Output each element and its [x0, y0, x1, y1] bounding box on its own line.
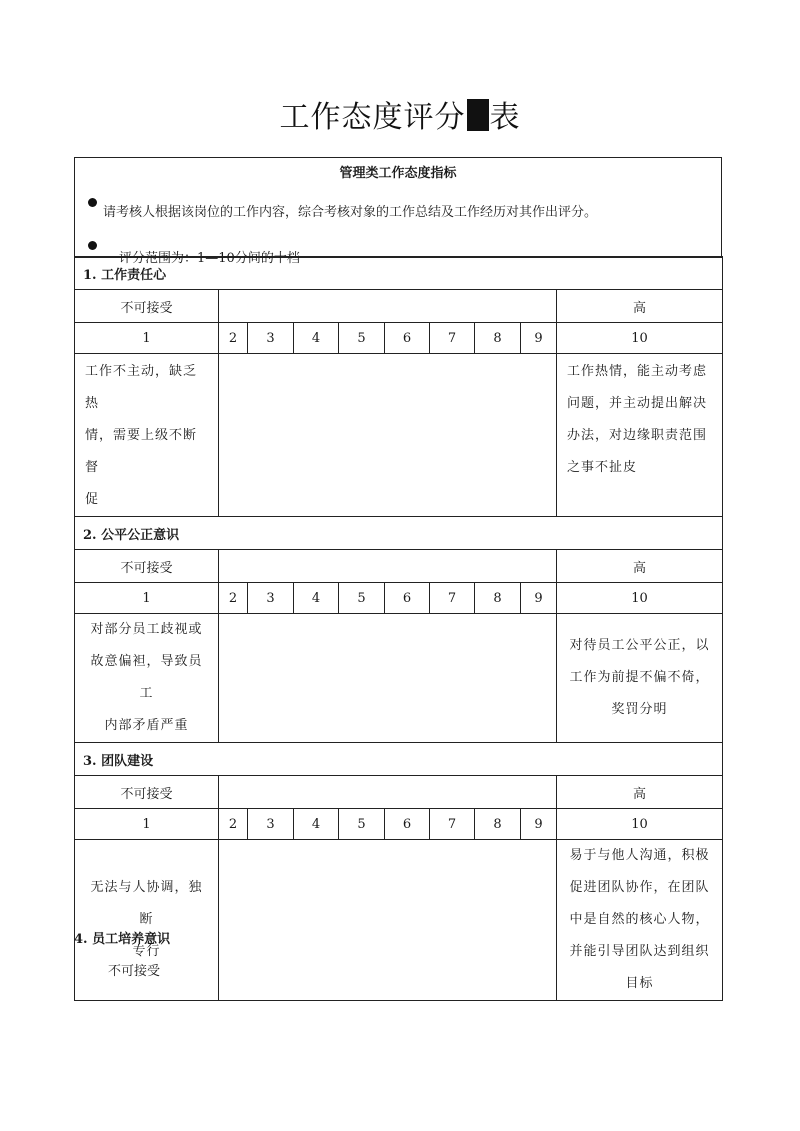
- score-cell[interactable]: 10: [557, 323, 723, 354]
- scale-middle-blank: [219, 776, 557, 809]
- section-title: 1. 工作责任心: [75, 257, 723, 290]
- high-desc-line: 之事不扯皮: [567, 460, 638, 475]
- score-cell[interactable]: 5: [339, 583, 385, 614]
- high-desc-line: 对待员工公平公正，以: [569, 638, 710, 653]
- scale-low-label: 不可接受: [75, 776, 219, 809]
- score-cell[interactable]: 4: [294, 809, 339, 840]
- high-desc-line: 奖罚分明: [611, 702, 668, 717]
- score-cell[interactable]: 7: [430, 809, 475, 840]
- score-cell[interactable]: 2: [219, 583, 248, 614]
- title-text-start: 工作态度评分: [279, 100, 466, 135]
- score-cell[interactable]: 3: [248, 809, 294, 840]
- score-cell[interactable]: 8: [475, 809, 521, 840]
- instruction-line-2: 评分范围为：1—10分间的十档: [119, 251, 300, 266]
- high-desc-line: 问题，并主动提出解决: [567, 396, 708, 411]
- score-cell[interactable]: 4: [294, 323, 339, 354]
- scale-middle-blank: [219, 290, 557, 323]
- instructions-header: 管理类工作态度指标: [339, 166, 457, 181]
- low-description: [75, 354, 219, 517]
- score-cell[interactable]: 2: [219, 809, 248, 840]
- section-title: 2. 公平公正意识: [75, 517, 723, 550]
- score-cell[interactable]: 5: [339, 323, 385, 354]
- high-desc-line: 办法，对边缘职责范围: [567, 428, 708, 443]
- high-description: [557, 354, 723, 517]
- score-cell[interactable]: 4: [294, 583, 339, 614]
- low-description: [75, 614, 219, 743]
- score-cell[interactable]: 5: [339, 809, 385, 840]
- scale-low-label: 不可接受: [75, 290, 219, 323]
- high-description: [557, 840, 723, 1001]
- score-cell[interactable]: 9: [521, 583, 557, 614]
- low-desc-line: 情，需要上级不断督: [85, 428, 198, 475]
- score-cell[interactable]: 9: [521, 809, 557, 840]
- scale-high-label: 高: [557, 776, 723, 809]
- bullet-icon: [88, 241, 97, 250]
- low-desc-line: 故意偏袒，导致员工: [90, 654, 203, 701]
- score-cell[interactable]: 10: [557, 809, 723, 840]
- rating-table: [74, 256, 723, 1001]
- score-cell[interactable]: 6: [385, 583, 430, 614]
- low-desc-line: 内部矛盾严重: [104, 718, 189, 733]
- score-cell[interactable]: 3: [248, 583, 294, 614]
- score-cell[interactable]: 9: [521, 323, 557, 354]
- description-middle-blank: [219, 354, 557, 517]
- high-desc-line: 中是自然的核心人物，: [569, 912, 710, 927]
- scale-high-label: 高: [557, 290, 723, 323]
- section-title-4: 4. 员工培养意识: [74, 932, 171, 947]
- score-cell[interactable]: 7: [430, 323, 475, 354]
- scale-low-label-4: 不可接受: [108, 964, 161, 979]
- score-cell[interactable]: 6: [385, 809, 430, 840]
- score-cell[interactable]: 2: [219, 323, 248, 354]
- score-cell[interactable]: 1: [75, 583, 219, 614]
- high-desc-line: 工作为前提不偏不倚，: [569, 670, 710, 685]
- scale-high-label: 高: [557, 550, 723, 583]
- score-cell[interactable]: 6: [385, 323, 430, 354]
- instruction-line-1: 请考核人根据该岗位的工作内容，综合考核对象的工作总结及工作经历对其作出评分。: [103, 205, 598, 220]
- low-desc-line: 促: [85, 492, 100, 507]
- bullet-icon: [88, 198, 97, 207]
- page-title: [0, 92, 800, 136]
- scale-middle-blank: [219, 550, 557, 583]
- score-cell[interactable]: 1: [75, 809, 219, 840]
- score-cell[interactable]: 1: [75, 323, 219, 354]
- low-desc-line: 无法与人协调，独断: [90, 880, 203, 927]
- score-cell[interactable]: 7: [430, 583, 475, 614]
- scale-low-label: 不可接受: [75, 550, 219, 583]
- high-description: [557, 614, 723, 743]
- low-desc-line: 专行: [132, 944, 161, 959]
- high-desc-line: 促进团队协作，在团队: [569, 880, 710, 895]
- high-desc-line: 并能引导团队达到组织: [569, 944, 710, 959]
- title-text-end: 表: [489, 100, 521, 135]
- score-cell[interactable]: 8: [475, 323, 521, 354]
- high-desc-line: 目标: [625, 976, 654, 991]
- instructions-box: [74, 157, 722, 266]
- score-cell[interactable]: 10: [557, 583, 723, 614]
- description-middle-blank: [219, 840, 557, 1001]
- section-title: 3. 团队建设: [75, 743, 723, 776]
- high-desc-line: 易于与他人沟通，积极: [569, 848, 710, 863]
- description-middle-blank: [219, 614, 557, 743]
- score-cell[interactable]: 8: [475, 583, 521, 614]
- score-cell[interactable]: 3: [248, 323, 294, 354]
- low-desc-line: 工作不主动，缺乏热: [85, 364, 198, 411]
- title-obscured-glyph: [467, 99, 489, 131]
- low-desc-line: 对部分员工歧视或: [90, 622, 203, 637]
- high-desc-line: 工作热情，能主动考虑: [567, 364, 708, 379]
